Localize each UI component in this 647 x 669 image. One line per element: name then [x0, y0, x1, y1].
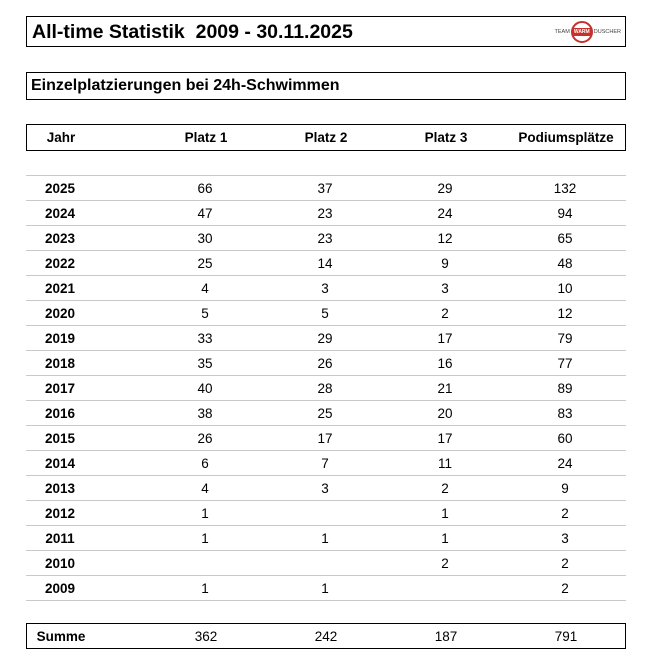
summary-platz-2: 242 — [314, 629, 338, 644]
cell-podiumsplaetze: 60 — [557, 431, 573, 446]
cell-jahr: 2025 — [44, 181, 76, 196]
table-header — [26, 124, 626, 151]
cell-platz-3: 11 — [437, 456, 452, 471]
cell-podiumsplaetze: 48 — [557, 256, 573, 271]
cell-platz-3: 1 — [441, 531, 449, 546]
cell-podiumsplaetze: 83 — [557, 406, 573, 421]
cell-platz-1: 1 — [201, 581, 209, 596]
cell-platz-3: 2 — [441, 556, 449, 571]
cell-jahr: 2012 — [44, 506, 76, 521]
cell-platz-1 — [145, 151, 265, 176]
cell-platz-3: 16 — [437, 356, 453, 371]
cell-jahr: 2021 — [44, 281, 76, 296]
cell-platz-2: 25 — [317, 406, 333, 421]
cell-platz-3: 20 — [437, 406, 453, 421]
cell-podiumsplaetze: 132 — [553, 181, 577, 196]
cell-platz-1: 40 — [197, 381, 213, 396]
logo-text-center: WARM — [573, 29, 590, 35]
header-platz-2: Platz 2 — [304, 130, 348, 145]
cell-platz-3: 29 — [437, 181, 453, 196]
cell-platz-3: 17 — [437, 431, 453, 446]
cell-platz-1: 35 — [197, 356, 213, 371]
cell-platz-2 — [265, 501, 385, 526]
cell-jahr: 2024 — [44, 206, 76, 221]
table-row — [26, 451, 626, 476]
cell-platz-3: 24 — [437, 206, 453, 221]
cell-jahr: 2019 — [44, 331, 76, 346]
summary-platz-1: 362 — [194, 629, 218, 644]
cell-podiumsplaetze: 2 — [561, 556, 569, 571]
cell-podiumsplaetze: 24 — [557, 456, 573, 471]
cell-podiumsplaetze: 3 — [561, 531, 569, 546]
cell-platz-1 — [145, 551, 265, 576]
table-row — [26, 526, 626, 551]
summary-label: Summe — [36, 629, 86, 644]
cell-platz-1: 1 — [201, 506, 209, 521]
cell-podiumsplaetze: 2 — [561, 506, 569, 521]
summary-row — [26, 623, 626, 649]
cell-podiumsplaetze: 79 — [557, 331, 573, 346]
header-platz-3: Platz 3 — [424, 130, 468, 145]
cell-platz-1: 26 — [197, 431, 213, 446]
cell-podiumsplaetze: 77 — [557, 356, 573, 371]
table-row — [26, 576, 626, 601]
cell-platz-1: 66 — [197, 181, 213, 196]
logo-circle-icon — [571, 21, 593, 43]
cell-jahr: 2015 — [44, 431, 76, 446]
cell-platz-2: 7 — [321, 456, 329, 471]
cell-platz-2: 14 — [317, 256, 333, 271]
summary-platz-3: 187 — [434, 629, 458, 644]
cell-platz-2: 1 — [321, 531, 329, 546]
cell-jahr: 2017 — [44, 381, 76, 396]
cell-jahr: 2011 — [45, 531, 75, 546]
cell-podiumsplaetze: 89 — [557, 381, 573, 396]
table-row — [26, 401, 626, 426]
cell-jahr: 2010 — [44, 556, 76, 571]
cell-platz-2: 23 — [317, 206, 333, 221]
cell-platz-1: 6 — [201, 456, 209, 471]
header-podiumsplaetze: Podiumsplätze — [518, 130, 614, 145]
table-row — [26, 551, 626, 576]
cell-jahr: 2013 — [44, 481, 76, 496]
cell-platz-1: 25 — [197, 256, 213, 271]
table-row — [26, 326, 626, 351]
cell-platz-2: 29 — [317, 331, 333, 346]
cell-platz-2: 37 — [317, 181, 333, 196]
cell-platz-2: 3 — [321, 281, 329, 296]
table-row — [26, 276, 626, 301]
cell-platz-1: 5 — [201, 306, 209, 321]
header-jahr: Jahr — [46, 130, 76, 145]
section-subtitle: Einzelplatzierungen bei 24h-Schwimmen — [31, 77, 340, 94]
section-subtitle-box — [26, 72, 626, 100]
cell-platz-3: 21 — [437, 381, 453, 396]
cell-platz-3 — [385, 151, 505, 176]
cell-platz-3 — [385, 576, 505, 601]
cell-platz-1: 33 — [197, 331, 213, 346]
cell-jahr: 2023 — [44, 231, 76, 246]
logo-text-left: TEAM — [554, 29, 570, 35]
page-title-box — [26, 16, 626, 47]
logo-text-right: DUSCHER — [593, 29, 621, 35]
summary-podiumsplaetze: 791 — [554, 629, 578, 644]
cell-jahr: 2018 — [44, 356, 76, 371]
cell-platz-1: 47 — [197, 206, 213, 221]
cell-platz-2: 3 — [321, 481, 329, 496]
cell-podiumsplaetze: 9 — [561, 481, 569, 496]
cell-platz-1: 1 — [201, 531, 209, 546]
cell-platz-3: 3 — [441, 281, 449, 296]
table-row — [26, 351, 626, 376]
table-row — [26, 151, 626, 176]
cell-platz-2: 5 — [321, 306, 329, 321]
cell-platz-2: 17 — [317, 431, 333, 446]
cell-platz-2: 26 — [317, 356, 333, 371]
cell-podiumsplaetze: 2 — [561, 581, 569, 596]
cell-jahr: 2014 — [44, 456, 76, 471]
team-logo — [555, 21, 621, 43]
cell-jahr: 2022 — [44, 256, 76, 271]
cell-platz-1: 4 — [201, 481, 209, 496]
table-row — [26, 201, 626, 226]
cell-platz-3: 9 — [441, 256, 449, 271]
cell-jahr: 2016 — [44, 406, 76, 421]
cell-platz-2: 28 — [317, 381, 333, 396]
table-row — [26, 376, 626, 401]
cell-podiumsplaetze: 65 — [557, 231, 573, 246]
table-row — [26, 226, 626, 251]
page-title: All-time Statistik 2009 - 30.11.2025 — [32, 21, 353, 43]
cell-platz-1: 4 — [201, 281, 209, 296]
table-row — [26, 251, 626, 276]
cell-podiumsplaetze: 12 — [557, 306, 573, 321]
cell-platz-2 — [265, 151, 385, 176]
cell-jahr — [30, 151, 90, 176]
cell-platz-3: 1 — [441, 506, 449, 521]
cell-platz-2: 1 — [321, 581, 329, 596]
table-row — [26, 476, 626, 501]
table-row — [26, 301, 626, 326]
cell-platz-3: 2 — [441, 481, 449, 496]
cell-platz-1: 30 — [197, 231, 213, 246]
cell-platz-3: 12 — [437, 231, 453, 246]
cell-jahr: 2020 — [44, 306, 76, 321]
cell-platz-2: 23 — [317, 231, 333, 246]
cell-podiumsplaetze: 10 — [557, 281, 573, 296]
cell-platz-1: 38 — [197, 406, 213, 421]
cell-jahr: 2009 — [44, 581, 76, 596]
table-row — [26, 176, 626, 201]
cell-platz-2 — [265, 551, 385, 576]
header-platz-1: Platz 1 — [184, 130, 228, 145]
cell-platz-3: 2 — [441, 306, 449, 321]
table-row — [26, 501, 626, 526]
cell-podiumsplaetze: 94 — [557, 206, 573, 221]
cell-podiumsplaetze — [505, 151, 625, 176]
table-row — [26, 426, 626, 451]
cell-platz-3: 17 — [437, 331, 453, 346]
